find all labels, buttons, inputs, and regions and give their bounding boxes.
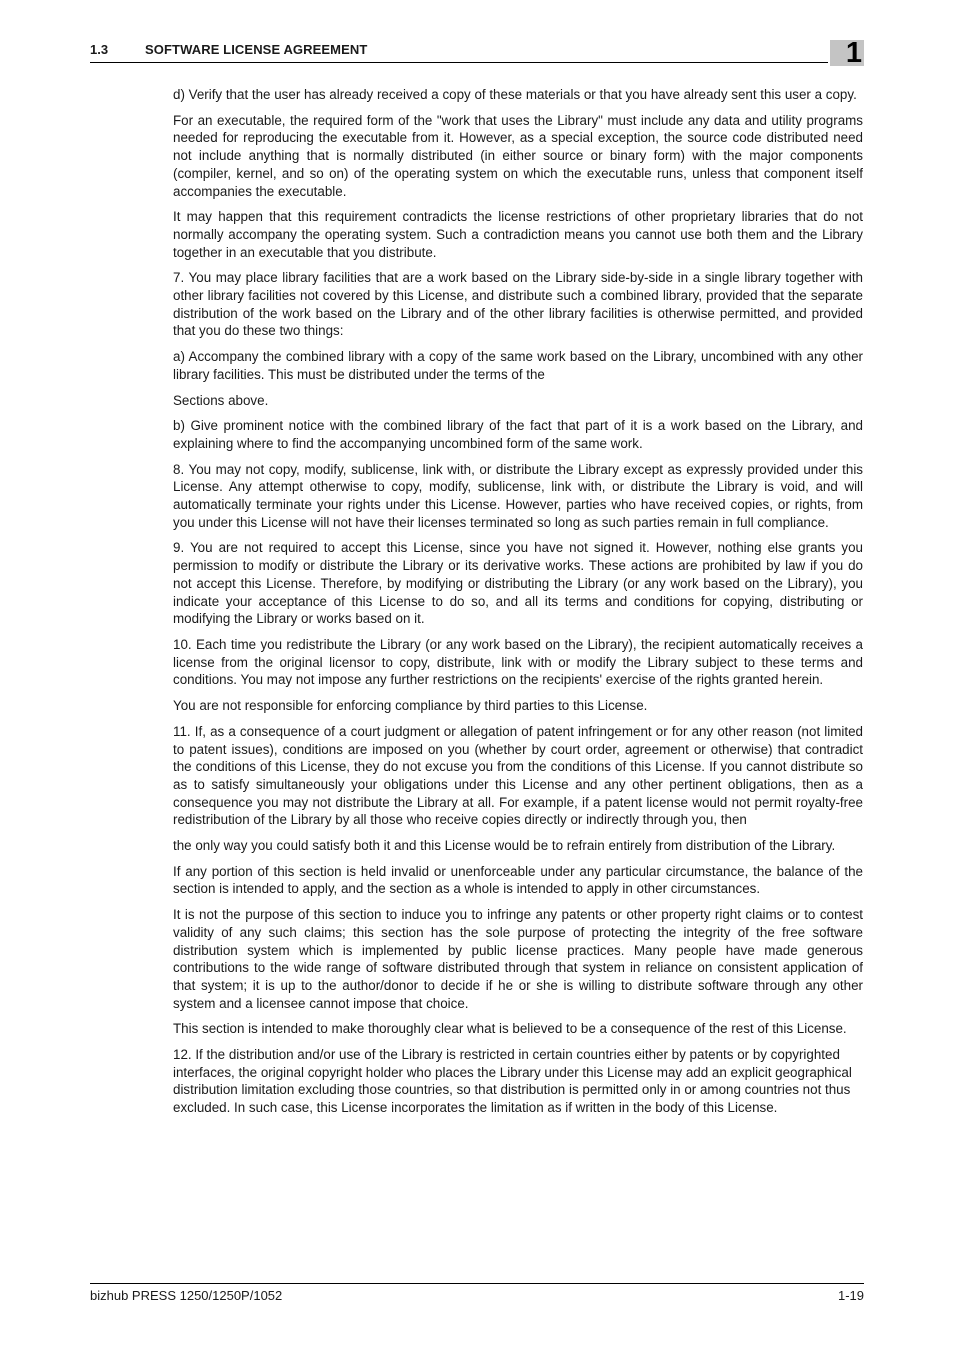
paragraph: It is not the purpose of this section to induce you to infringe any patents or other property right claims or to contest validity of any such claims; this section has the sole purpose of protecting the integrity of the free software distribution system which is implemented by public license practices. Many people have made generous contributions to the wide range of software distributed through that system in reliance on consistent application of that system; it is up to the author/donor to decide if he or she is willing to distribute software through any other system and a licensee cannot impose that choice. — [173, 907, 863, 1011]
chapter-tab — [830, 37, 864, 69]
section-number: 1.3 — [90, 42, 109, 57]
paragraph: 9. You are not required to accept this License, since you have not signed it. However, nothing else grants you permission to modify or distribute the Library or its derivative works. These actions are prohibited by law if you do not accept this License. Therefore, by modifying or distributing the Library (or any work based on the Library), you indicate your acceptance of this License to do so, and all its terms and conditions for copying, distributing or modifying the Library or works based on it. — [173, 540, 863, 627]
license-body — [173, 86, 863, 1125]
paragraph: 8. You may not copy, modify, sublicense, link with, or distribute the Library except as expressly provided under this License. Any attempt otherwise to copy, modify, sublicense, link with, or distribute the Library is void, and will automatically terminate your rights under this License. However, parties who have received copies, or rights, from you under this License will not have their licenses terminated so long as such parties remain in full compliance. — [173, 461, 863, 530]
product-name: bizhub PRESS 1250/1250P/1052 — [90, 1288, 283, 1303]
paragraph: 11. If, as a consequence of a court judgment or allegation of patent infringement or for any other reason (not limited to patent issues), conditions are imposed on you (whether by court order, agreement or otherwise) that contradict the conditions of this License, they do not excuse you from the conditions of this License. If you cannot distribute so as to satisfy simultaneously your obligations under this License and any other pertinent obligations, then as a consequence you may not distribute the Library at all. For example, if a patent license would not permit royalty-free redistribution of the Library by all those who receive copies directly or indirectly through you, then — [173, 723, 863, 828]
paragraph: You are not responsible for enforcing compliance by third parties to this License. — [173, 698, 648, 714]
paragraph: 10. Each time you redistribute the Library (or any work based on the Library), the recipient automatically receives a license from the original licensor to copy, distribute, link with or modify the Library subject to these terms and conditions. You may not impose any further restrictions on the recipients' exercise of the rights granted herein. — [173, 636, 863, 688]
paragraph: If any portion of this section is held invalid or unenforceable under any particular circumstance, the balance of the section is intended to apply, and the section as a whole is intended to apply in other circumstances. — [173, 863, 863, 897]
page-header — [90, 42, 864, 64]
paragraph: Sections above. — [173, 392, 269, 408]
header-divider — [90, 62, 828, 63]
section-title: SOFTWARE LICENSE AGREEMENT — [145, 42, 368, 57]
footer-divider — [90, 1283, 864, 1284]
chapter-number: 1 — [845, 37, 862, 69]
paragraph: d) Verify that the user has already received a copy of these materials or that you have already sent this user a copy. — [173, 87, 857, 102]
paragraph: 7. You may place library facilities that are a work based on the Library side-by-side in a single library together with other library facilities not covered by this License, and distribute such a combined library, provided that the separate distribution of the work based on the Library and of the other library facilities is otherwise permitted, and provided that you do these two things: — [173, 270, 863, 339]
paragraph: It may happen that this requirement contradicts the license restrictions of other proprietary libraries that do not normally accompany the operating system. Such a contradiction means you cannot use both them and the Library together in an executable that you distribute. — [173, 209, 863, 260]
paragraph: For an executable, the required form of the "work that uses the Library" must include any data and utility programs needed for reproducing the executable from it. However, as a special exception, the source code distributed need not include anything that is normally distributed (in either source or binary form) with the major components (compiler, kernel, and so on) of the operating system on which the executable runs, unless that component itself accompanies the executable. — [173, 112, 863, 199]
paragraph: the only way you could satisfy both it and this License would be to refrain entirely from distribution of the Library. — [173, 838, 836, 854]
page-number: 1-19 — [837, 1288, 864, 1303]
paragraph: 12. If the distribution and/or use of the Library is restricted in certain countries either by patents or by copyrighted interfaces, the original copyright holder who places the Library under this License may add an explicit geographical distribution limitation excluding those countries, so that distribution is permitted only in or among countries not thus excluded. In such case, this License incorporates the limitation as if written in the body of this License. — [173, 1047, 852, 1116]
paragraph: a) Accompany the combined library with a copy of the same work based on the Library, uncombined with any other library facilities. This must be distributed under the terms of the — [173, 349, 863, 382]
paragraph: This section is intended to make thoroughly clear what is believed to be a consequence of the rest of this License. — [173, 1021, 847, 1037]
paragraph: b) Give prominent notice with the combined library of the fact that part of it is a work based on the Library, and explaining where to find the accompanying uncombined form of the same work. — [173, 418, 863, 451]
